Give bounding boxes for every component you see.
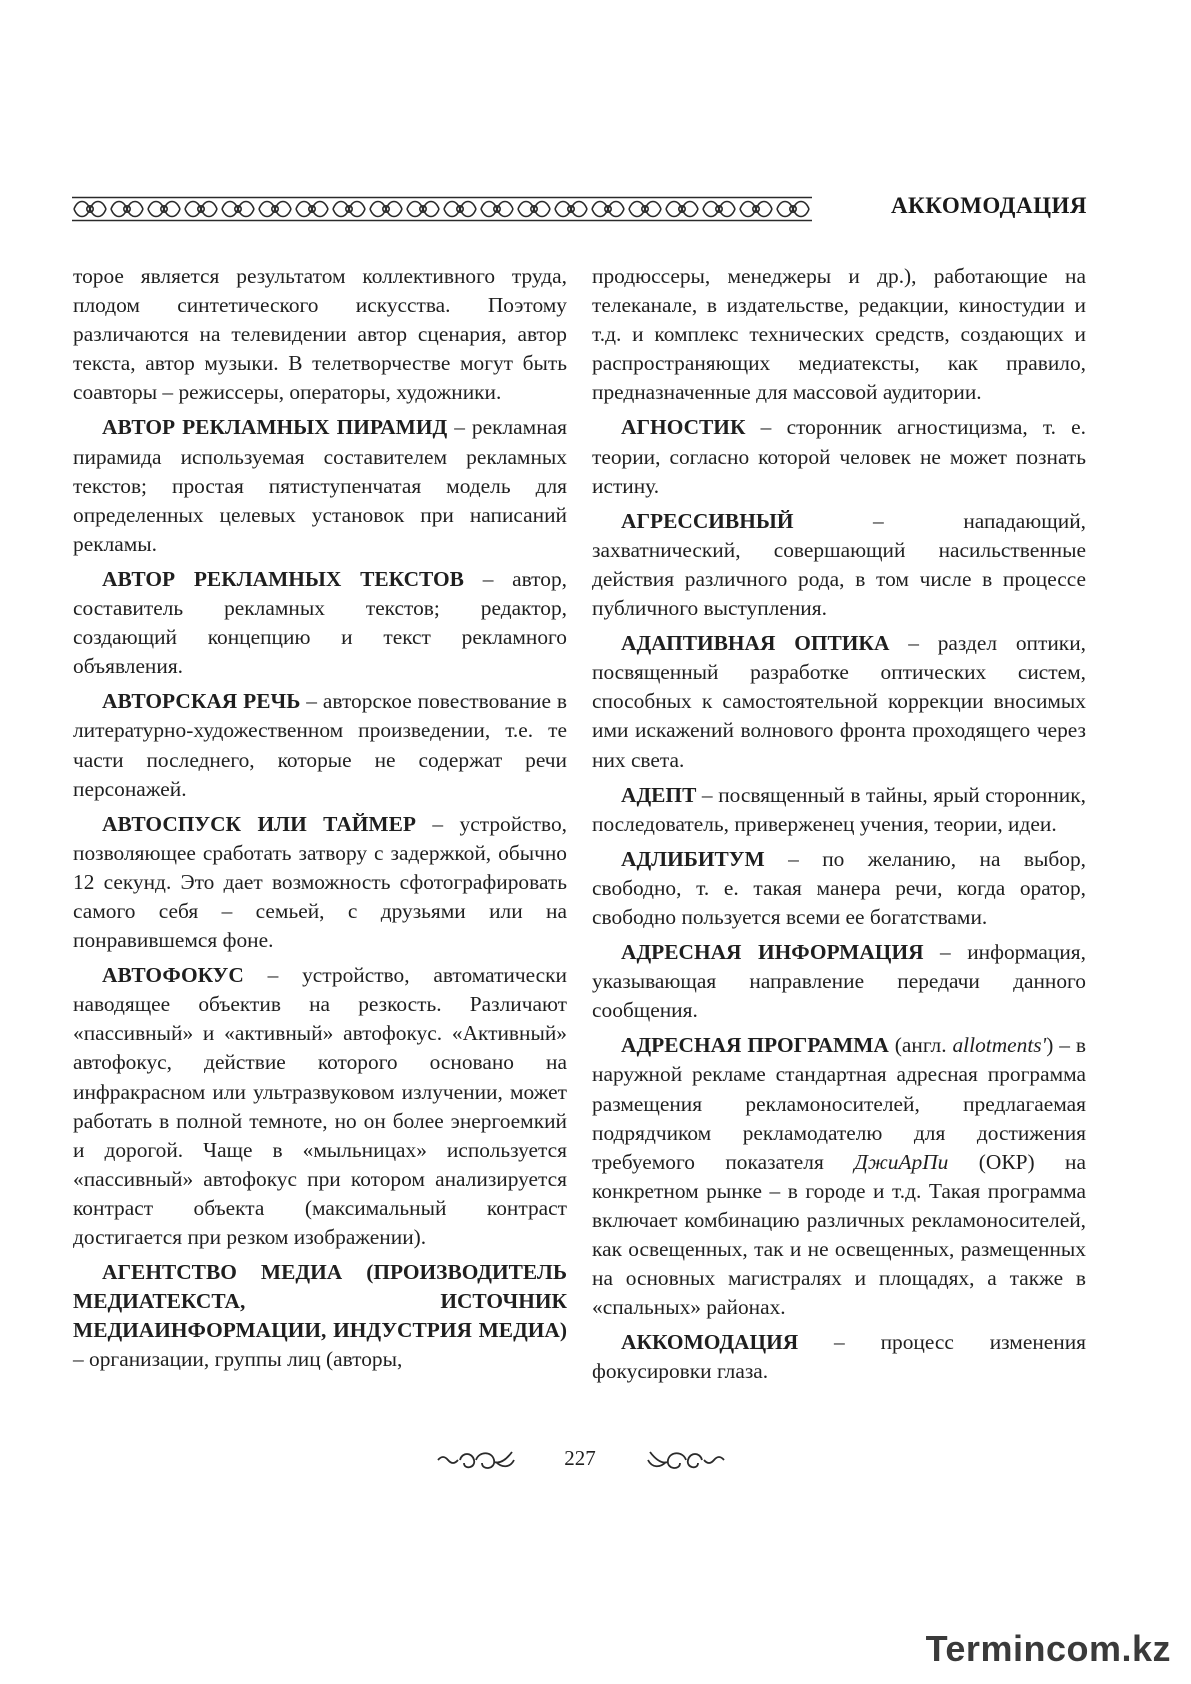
dictionary-entry [73,413,567,558]
dictionary-entry [73,262,567,407]
entry-definition-italic: allotments' [952,1033,1047,1058]
entry-term: АДРЕСНАЯ ПРОГРАММА [621,1033,889,1058]
entry-term: АДРЕСНАЯ ИНФОРМАЦИЯ [621,940,924,965]
entry-definition: – процесс изменения фокусировки глаза. [592,1330,1086,1384]
entry-definition: (англ. [888,1033,953,1058]
dictionary-entry [73,687,567,803]
dictionary-entry [592,413,1086,500]
dictionary-entry [592,845,1086,932]
dictionary-entry [592,781,1086,839]
entry-term: АВТОСПУСК ИЛИ ТАЙМЕР [102,811,416,836]
entry-definition: – автор, составитель рекламных текстов; редактор, создающий концепцию и текст рекламного объявления. [73,566,567,679]
entry-term: АДЕПТ [621,782,697,807]
entry-definition: (ОКР) на конкретном рынке – в городе и т.д. Такая программа включает комбинацию различных рекламоносителей, как освещенных, так и не освещенных, размещенных на основных магистралях и площадях, а также в «спальных» районах. [592,1149,1087,1320]
page-number: 227 [564,1446,596,1470]
dictionary-entry [592,1031,1086,1322]
dictionary-entry [592,629,1086,774]
header-ornament [72,196,812,222]
entry-term: АГНОСТИК [621,415,746,440]
entry-term: АГЕНТСТВО МЕДИА (ПРОИЗВОДИТЕЛЬ МЕДИАТЕКСТА, ИСТОЧНИК МЕДИАИНФОРМАЦИИ, ИНДУСТРИЯ МЕДИА) [73,1260,567,1343]
entry-definition: – устройство, автоматически наводящее объектив на резкость. Различают «пассивный» и «активный» автофокус. «Активный» автофокус, действие которого основано на инфракрасном или ультразвуковом излучении, может работать в полной темноте, но он более энергоемкий и дорогой. Чаще в «мыльницах» используется «пассивный» автофокус при котором анализируется контраст объекта (максимальный контраст достигается при резком изображении). [73,963,567,1249]
entry-definition: продюссеры, менеджеры и др.), работающие на телеканале, в издательстве, редакции, киностудии и т.д. и комплекс технических средств, создающих и распространяющих медиатексты, как правило, предназначенные для массовой аудитории. [592,264,1086,405]
dictionary-entry [592,507,1086,623]
entry-term: АВТОР РЕКЛАМНЫХ ТЕКСТОВ [102,566,464,591]
entry-definition: – рекламная пирамида используемая составителем рекламных текстов; простая пятиступенчатая модель для определенных целевых установок при написаний рекламы. [73,415,567,556]
entry-definition-italic: ДжиАрПи [854,1149,949,1174]
entry-definition: – устройство, позволяющее сработать затвору с задержкой, обычно 12 секунд. Это дает возможность сфотографировать самого себя – семьей, с друзьями или на понравившемся фоне. [73,811,567,953]
dictionary-entry [592,1328,1086,1386]
entry-definition: – информация, указывающая направление передачи данного сообщения. [592,940,1086,1023]
entry-term: АВТОР РЕКЛАМНЫХ ПИРАМИД [102,415,448,440]
entry-definition: – раздел оптики, посвященный разработке оптических систем, способных к самостоятельной коррекции вносимых ими искажений волнового фронта проходящего через них света. [592,631,1086,772]
page-footer [0,1446,1191,1480]
dictionary-entry [73,1258,567,1374]
entry-term: АВТОРСКАЯ РЕЧЬ [102,689,301,714]
site-watermark: Termincom.kz [925,1628,1171,1669]
dictionary-entry [73,810,567,955]
dictionary-entry [73,961,567,1252]
entry-definition: – авторское повествование в литературно-художественном произведении, т.е. те части последнего, которые не содержат речи персонажей. [73,689,567,801]
entry-definition: – нападающий, захватнический, совершающий насильственные действия различного рода, в том числе в процессе публичного выступления. [592,508,1086,621]
entry-definition: – организации, группы лиц (авторы, [73,1347,403,1372]
entry-definition: – по желанию, на выбор, свободно, т. е. такая манера речи, когда оратор, свободно пользуется всеми ее богатствами. [592,846,1086,929]
footer-ornament-right-icon [644,1446,728,1476]
left-column [73,262,567,1380]
entry-term: АДЛИБИТУМ [621,846,765,871]
entry-term: АВТОФОКУС [102,963,244,988]
entry-definition: – посвященный в тайны, ярый сторонник, последователь, приверженец учения, теории, идеи. [592,782,1086,836]
entry-definition: – сторонник агностицизма, т. е. теории, согласно которой человек не может познать истину. [592,415,1086,498]
running-head: АККОМОДАЦИЯ [890,193,1087,218]
dictionary-entry [592,262,1086,407]
right-column [592,262,1086,1392]
entry-term: АГРЕССИВНЫЙ [621,508,794,533]
dictionary-entry [73,565,567,681]
entry-definition: ) – в наружной рекламе стандартная адресная программа размещения рекламоносителей, предлагаемая подрядчиком рекламодателю для достижения требуемого показателя [592,1033,1086,1174]
dictionary-entry [592,938,1086,1025]
footer-ornament-left-icon [434,1446,518,1476]
entry-term: АДАПТИВНАЯ ОПТИКА [621,631,890,656]
entry-term: АККОМОДАЦИЯ [621,1330,799,1355]
entry-definition: торое является результатом коллективного труда, плодом синтетического искусства. Поэтому различаются на телевидении автор сценария, автор текста, автор музыки. В телетворчестве могут быть соавторы – режиссеры, операторы, художники. [73,264,567,405]
